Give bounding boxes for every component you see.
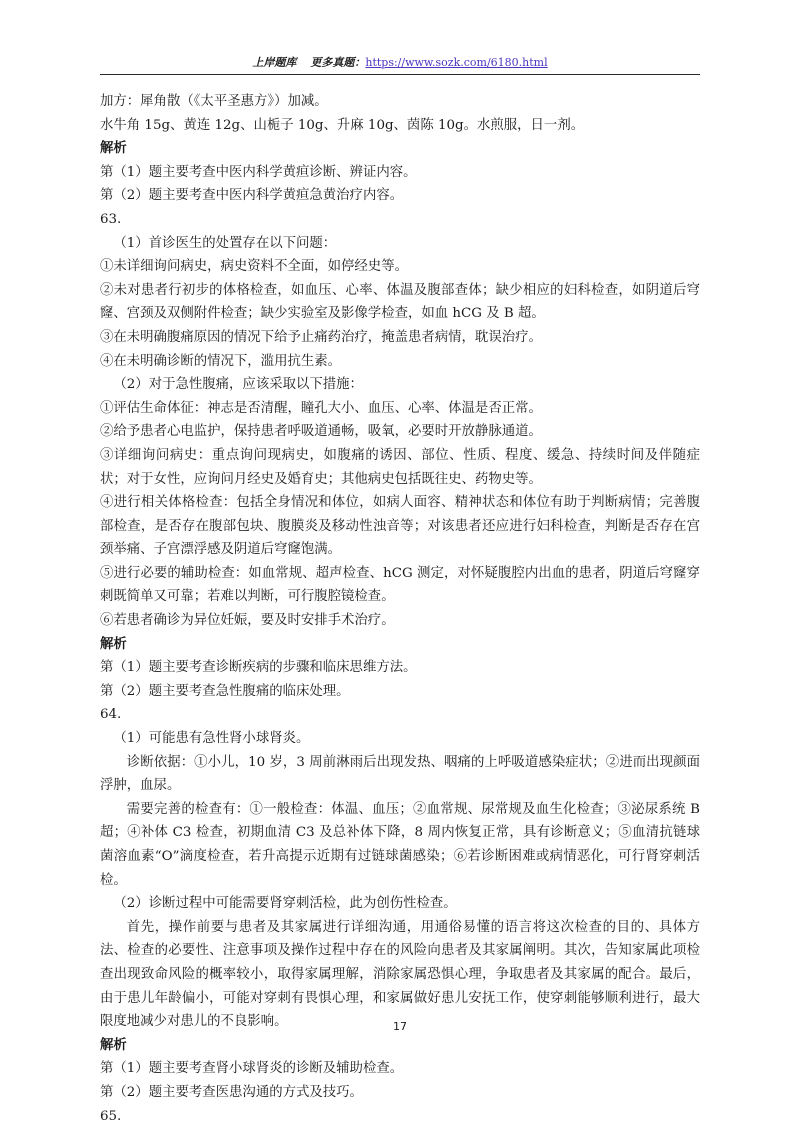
question-number: 65. bbox=[100, 1108, 122, 1124]
text-line: ③详细询问病史：重点询问现病史，如腹痛的诱因、部位、性质、程度、缓急、持续时间及伴随症状；对于女性，应询问月经史及婚育史；其他病史包括既往史、药物史等。 bbox=[100, 447, 700, 487]
header-site-name: 上岸题库 bbox=[252, 56, 297, 69]
text-line: 第（2）题主要考查中医内科学黄疸急黄治疗内容。 bbox=[100, 188, 404, 204]
section-heading: 解析 bbox=[100, 636, 127, 652]
text-line: ④进行相关体格检查：包括全身情况和体位，如病人面容、精神状态和体位有助于判断病情；完善腹部检查，是否存在腹部包块、腹膜炎及移动性浊音等；对该患者还应进行妇科检查，判断是否存在宫颈举痛、子宫漂浮感及阴道后穹窿饱满。 bbox=[100, 495, 700, 558]
text-line: 需要完善的检查有：①一般检查：体温、血压；②血常规、尿常规及血生化检查；③泌尿系统 B 超；④补体 C3 检查，初期血清 C3 及总补体下降，8 周内恢复正常，具有诊断意义；⑤血清抗链球菌溶血素“O”滴度检查，若升高提示近期有过链球菌感染；⑥若诊断困难或病情恶化，可行肾穿刺活检。 bbox=[100, 801, 700, 888]
text-line: 第（1）题主要考查肾小球肾炎的诊断及辅助检查。 bbox=[100, 1061, 404, 1077]
text-line: 第（1）题主要考查诊断疾病的步骤和临床思维方法。 bbox=[100, 660, 417, 676]
page-header bbox=[100, 52, 700, 75]
text-line: ④在未明确诊断的情况下，滥用抗生素。 bbox=[100, 353, 342, 369]
header-more-label: 更多真题： bbox=[310, 56, 366, 69]
text-line: ②给予患者心电监护，保持患者呼吸道通畅，吸氧，必要时开放静脉通道。 bbox=[100, 424, 542, 440]
page-number: 17 bbox=[393, 1020, 407, 1033]
text-line: 第（2）题主要考查急性腹痛的临床处理。 bbox=[100, 683, 350, 699]
text-line: ⑤进行必要的辅助检查：如血常规、超声检查、hCG 测定，对怀疑腹腔内出血的患者，阴道后穹窿穿刺既简单又可靠；若难以判断，可行腹腔镜检查。 bbox=[100, 565, 700, 605]
text-line: ①未详细询问病史，病史资料不全面，如停经史等。 bbox=[100, 259, 408, 275]
text-line: 第（2）题主要考查医患沟通的方式及技巧。 bbox=[100, 1084, 363, 1100]
text-line: （1）可能患有急性肾小球肾炎。 bbox=[113, 731, 310, 747]
header-link[interactable]: https://www.sozk.com/6180.html bbox=[365, 56, 548, 69]
section-heading: 解析 bbox=[100, 1037, 127, 1053]
text-line: （2）诊断过程中可能需要肾穿刺活检，此为创伤性检查。 bbox=[113, 896, 457, 912]
document-body bbox=[100, 90, 700, 1128]
text-line: 诊断依据：①小儿，10 岁，3 周前淋雨后出现发热、咽痛的上呼吸道感染症状；②进而出现颜面浮肿，血尿。 bbox=[100, 754, 700, 794]
text-line: （2）对于急性腹痛，应该采取以下措施： bbox=[113, 377, 363, 393]
text-line: ⑥若患者确诊为异位妊娠，要及时安排手术治疗。 bbox=[100, 613, 395, 629]
text-line: 加方：犀角散（《太平圣惠方》）加减。 bbox=[100, 94, 328, 109]
text-line: ③在未明确腹痛原因的情况下给予止痛药治疗，掩盖患者病情，耽误治疗。 bbox=[100, 329, 542, 345]
text-line: ②未对患者行初步的体格检查，如血压、心率、体温及腹部查体；缺少相应的妇科检查，如阴道后穹窿、宫颈及双侧附件检查；缺少实验室及影像学检查，如血 hCG 及 B 超。 bbox=[100, 282, 700, 322]
text-line: 水牛角 15g、黄连 12g、山栀子 10g、升麻 10g、茵陈 10g。水煎服，日一剂。 bbox=[100, 117, 585, 133]
question-number: 63. bbox=[100, 211, 122, 227]
text-line: 第（1）题主要考查中医内科学黄疸诊断、辨证内容。 bbox=[100, 164, 417, 180]
text-line: 首先，操作前要与患者及其家属进行详细沟通，用通俗易懂的语言将这次检查的目的、具体方法、检查的必要性、注意事项及操作过程中存在的风险向患者及其家属阐明。其次，告知家属此项检查出现致命风险的概率较小，取得家属理解，消除家属恐惧心理，争取患者及其家属的配合。最后，由于患儿年龄偏小，可能对穿刺有畏惧心理，和家属做好患儿安抚工作，使穿刺能够顺利进行，最大限度地减少对患儿的不良影响。 bbox=[100, 919, 700, 1030]
text-line: ①评估生命体征：神志是否清醒，瞳孔大小、血压、心率、体温是否正常。 bbox=[100, 400, 542, 416]
question-number: 64. bbox=[100, 707, 122, 723]
section-heading: 解析 bbox=[100, 141, 127, 157]
text-line: （1）首诊医生的处置存在以下问题： bbox=[113, 235, 337, 251]
